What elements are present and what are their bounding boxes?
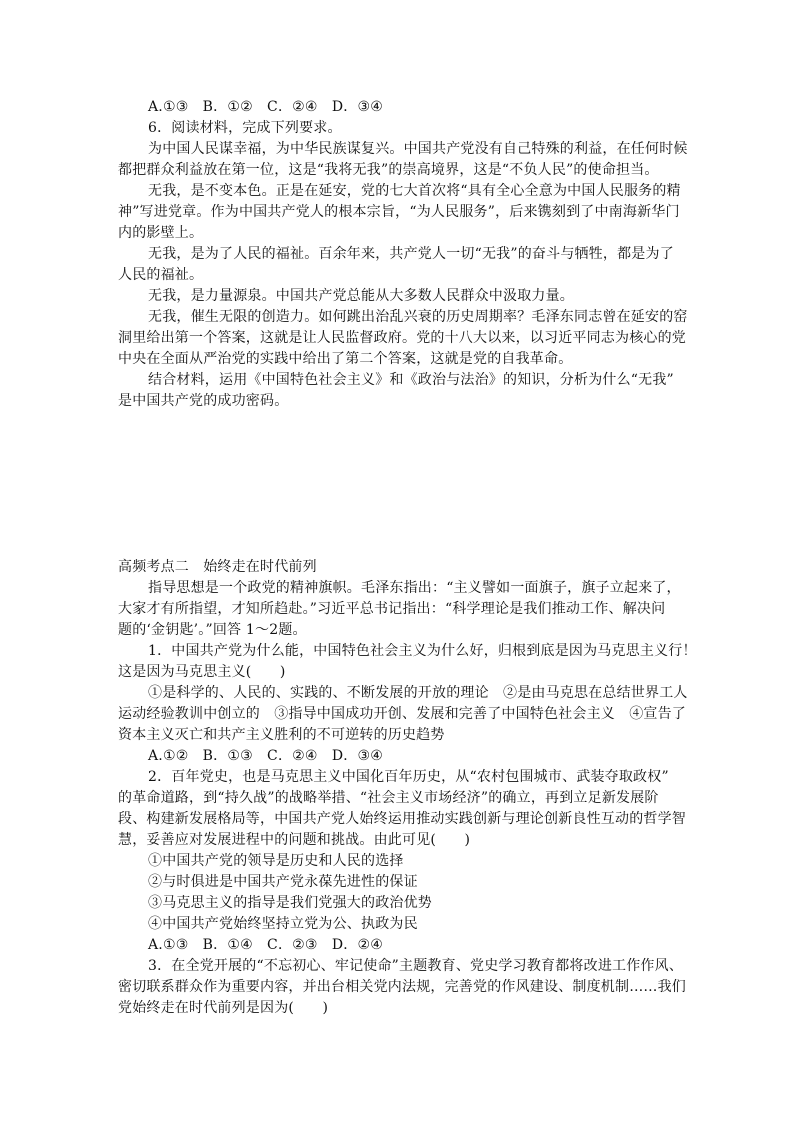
question-2-option-2: ②与时俱进是中国共产党永葆先进性的保证 [148,874,418,890]
question-3-stem-cont: 密切联系群众作为重要内容，并出台相关党内法规，完善党的作风建设、制度机制……我们 [118,979,686,995]
material-paragraph-5-cont: 中央在全面从严治党的实践中给出了第二个答案，这就是党的自我革命。 [118,351,573,367]
question-2-stem: 2．百年党史，也是马克思主义中国化百年历史，从“农村包围城市、武装夺取政权” [148,769,669,785]
material-paragraph-2: 无我，是不变本色。正是在延安，党的七大首次将“具有全心全意为中国人民服务的精 [148,183,681,199]
question-1-options: ①是科学的、人民的、实践的、不断发展的开放的理论 ②是由马克思在总结世界工人 [148,685,688,701]
material-paragraph-1-cont: 都把群众利益放在第一位，这是“我将无我”的崇高境界，这是“不负人民”的使命担当。 [118,162,659,178]
task-instruction: 结合材料，运用《中国特色社会主义》和《政治与法治》的知识，分析为什么“无我” [148,372,674,388]
question-2-stem-cont: 段、构建新发展格局等，中国共产党人始终运用推动实践创新与理论创新良性互动的哲学智 [118,811,686,827]
question-2-option-1: ①中国共产党的领导是历史和人民的选择 [148,853,404,869]
answer-options-q5: A.①③ B．①② C．②④ D．③④ [148,99,383,115]
material-paragraph-5-cont: 洞里给出第一个答案，这就是让人民监督政府。党的十八大以来，以习近平同志为核心的党 [118,330,686,346]
question-3-stem-cont: 党始终走在时代前列是因为( ) [118,1000,329,1016]
material-paragraph-5: 无我，催生无限的创造力。如何跳出治乱兴衰的历史周期率？毛泽东同志曾在延安的窑 [148,309,688,325]
question-1-stem-cont: 这是因为马克思主义( ) [118,664,286,680]
question-6-prompt: 6．阅读材料，完成下列要求。 [148,120,342,136]
question-2-answers: A.①③ B．①④ C．②③ D．②④ [148,937,383,953]
intro-paragraph-cont: 大家才有所指望，才知所趋赴。”习近平总书记指出：“科学理论是我们推动工作、解决问 [118,601,666,617]
question-1-options-cont: 资本主义灭亡和共产主义胜利的不可逆转的历史趋势 [118,727,445,743]
material-paragraph-4: 无我，是力量源泉。中国共产党总能从大多数人民群众中汲取力量。 [148,288,574,304]
question-2-stem-cont: 慧，妥善应对发展进程中的问题和挑战。由此可见( ) [118,832,471,848]
question-1-stem: 1．中国共产党为什么能，中国特色社会主义为什么好，归根到底是因为马克思主义行！ [148,643,697,659]
question-2-stem-cont: 的革命道路，到“持久战”的战略举措、“社会主义市场经济”的确立，再到立足新发展阶 [118,790,659,806]
material-paragraph-3: 无我，是为了人民的福祉。百余年来，共产党人一切“无我”的奋斗与牺牲，都是为了 [148,246,674,262]
question-2-option-3: ③马克思主义的指导是我们党强大的政治优势 [148,895,432,911]
material-paragraph-2-cont: 内的影壁上。 [118,225,204,241]
question-2-option-4: ④中国共产党始终坚持立党为公、执政为民 [148,916,418,932]
material-paragraph-2-cont: 神”写进党章。作为中国共产党人的根本宗旨，“为人民服务”，后来镌刻到了中南海新华门 [118,204,680,220]
material-paragraph-3-cont: 人民的福祉。 [118,267,204,283]
question-1-answers: A.①② B．①③ C．②④ D．③④ [148,748,383,764]
task-instruction-cont: 是中国共产党的成功密码。 [118,393,289,409]
question-1-options-cont: 运动经验教训中创立的 ③指导中国成功开创、发展和完善了中国特色社会主义 ④宣告了 [118,706,686,722]
question-3-stem: 3．在全党开展的“不忘初心、牢记使命”主题教育、党史学习教育都将改进工作作风、 [148,958,684,974]
intro-paragraph-cont: 题的‘金钥匙’。”回答 1～2题。 [118,622,307,638]
material-paragraph-1: 为中国人民谋幸福，为中华民族谋复兴。中国共产党没有自己特殊的利益，在任何时候 [148,141,688,157]
intro-paragraph: 指导思想是一个政党的精神旗帜。毛泽东指出：“主义譬如一面旗子，旗子立起来了， [148,580,681,596]
section-title: 高频考点二 始终走在时代前列 [118,559,317,575]
